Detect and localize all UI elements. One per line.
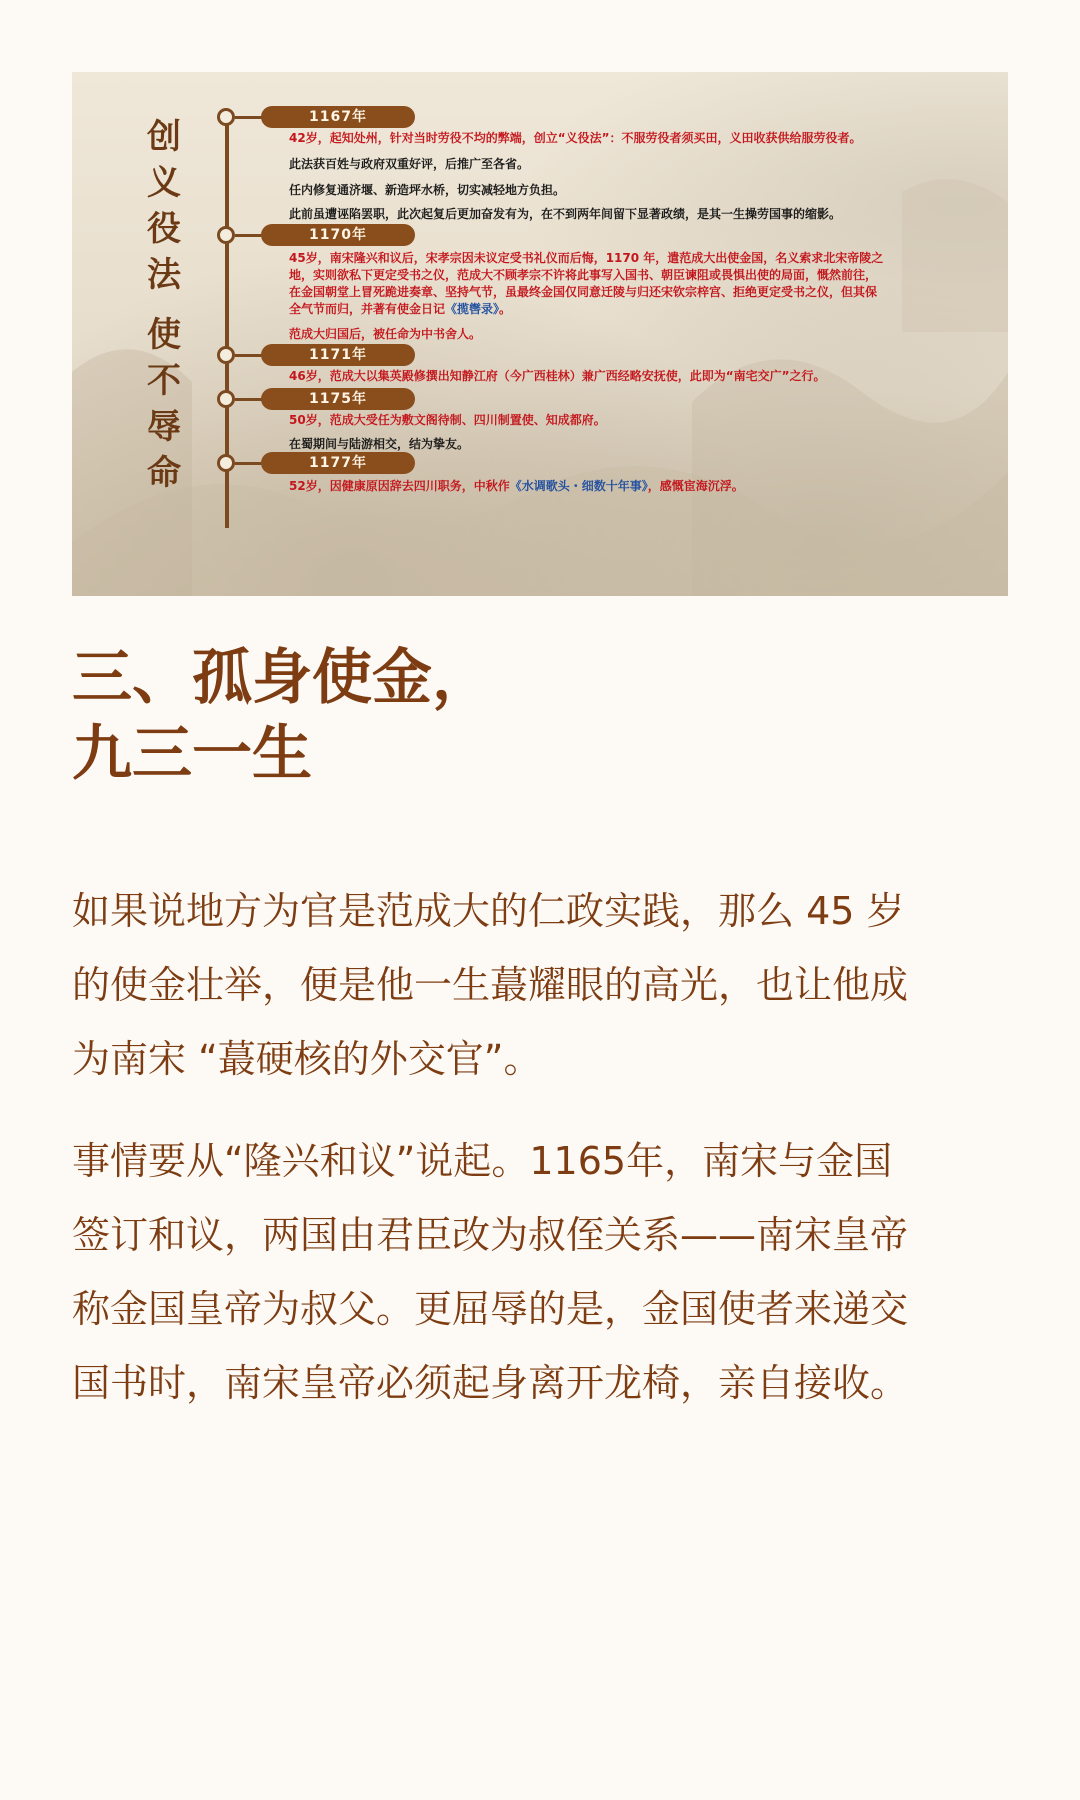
paragraph-line: 如果说地方为官是范成大的仁政实践，那么 45 岁 xyxy=(72,889,905,933)
timeline-node xyxy=(217,346,235,364)
paragraph-2 xyxy=(72,1124,1012,1420)
timeline-text xyxy=(289,301,989,318)
side-title-char: 创 xyxy=(147,117,181,157)
timeline-text: 范成大归国后，被任命为中书舍人。 xyxy=(289,327,482,341)
timeline-node xyxy=(217,226,235,244)
timeline-text: 此法获百姓与政府双重好评，后推广至各省。 xyxy=(289,157,530,171)
paragraph-line: 的使金壮举，便是他一生蕞耀眼的高光，也让他成 xyxy=(72,963,909,1007)
paragraph-line: 称金国皇帝为叔父。更屈辱的是，金国使者来递交 xyxy=(72,1287,909,1331)
timeline-connector xyxy=(235,398,263,401)
timeline-text: 42岁，起知处州，针对当时劳役不均的弊端，创立“义役法”：不服劳役者须买田，义田收获供给服劳役者。 xyxy=(289,131,862,145)
paragraph-line: 国书时，南宋皇帝必须起身离开龙椅，亲自接收。 xyxy=(72,1361,909,1405)
timeline-text-main: 全气节而归，并著有使金日记 xyxy=(289,302,446,316)
side-title-char: 辱 xyxy=(147,407,181,447)
timeline-text: 在蜀期间与陆游相交，结为挚友。 xyxy=(289,437,470,451)
year-pill-1175: 1175年 xyxy=(261,388,415,410)
timeline-text: 地，实则欲私下更定受书之仪，范成大不顾孝宗不许将此事写入国书、朝臣谏阻或畏惧出使的局面，慨然前往， xyxy=(289,268,878,282)
timeline-node xyxy=(217,454,235,472)
side-title-char: 义 xyxy=(147,163,181,203)
side-title-yiyifa xyxy=(142,114,186,298)
timeline-text: 45岁，南宋隆兴和议后，宋孝宗因未议定受书礼仪而后悔，1170 年，遣范成大出使金国，名义索求北宋帝陵之 xyxy=(289,251,884,265)
book-title-lanpeilu: 《揽辔录》 xyxy=(445,302,500,316)
timeline-node xyxy=(217,390,235,408)
timeline-text: 46岁，范成大以集英殿修撰出知静江府（今广西桂林）兼广西经略安抚使，此即为“南宅交广”之行。 xyxy=(289,369,826,383)
heading-line: 三、孤身使金， xyxy=(72,643,492,713)
heading-line: 九三一生 xyxy=(72,719,312,789)
timeline-text: 此前虽遭诬陷罢职，此次起复后更加奋发有为，在不到两年间留下显著政绩，是其一生操劳国事的缩影。 xyxy=(289,207,842,221)
timeline-connector xyxy=(235,116,263,119)
side-title-char: 役 xyxy=(147,209,181,249)
side-title-char: 不 xyxy=(147,361,181,401)
year-pill-1171: 1171年 xyxy=(261,344,415,366)
timeline-text: 任内修复通济堰、新造坪水桥，切实减轻地方负担。 xyxy=(289,183,566,197)
timeline-connector xyxy=(235,234,263,237)
timeline-connector xyxy=(235,462,263,465)
paragraph-1 xyxy=(72,874,1012,1096)
timeline-text xyxy=(289,478,989,495)
paragraph-line: 事情要从“隆兴和议”说起。1165年，南宋与金国 xyxy=(72,1139,893,1183)
year-pill-1177: 1177年 xyxy=(261,452,415,474)
timeline-text: 50岁，范成大受任为敷文阁待制、四川制置使、知成都府。 xyxy=(289,413,606,427)
timeline-text-main: 52岁，因健康原因辞去四川职务，中秋作 xyxy=(289,479,510,493)
section-heading xyxy=(72,640,1012,792)
side-title-char: 使 xyxy=(147,315,181,355)
timeline-text-tail: ，感慨宦海沉浮。 xyxy=(647,479,744,493)
side-title-char: 法 xyxy=(147,255,181,295)
side-title-char: 命 xyxy=(147,453,181,493)
side-title-shibururming xyxy=(142,312,186,496)
timeline-node xyxy=(217,108,235,126)
year-pill-1170: 1170年 xyxy=(261,224,415,246)
paragraph-line: 签订和议，两国由君臣改为叔侄关系——南宋皇帝 xyxy=(72,1213,909,1257)
timeline-figure xyxy=(72,72,1008,596)
timeline-connector xyxy=(235,354,263,357)
timeline-text: 在金国朝堂上冒死跪进奏章、坚持气节，虽最终金国仅同意迁陵与归还宋钦宗梓宫、拒绝更定受书之仪，但其保 xyxy=(289,285,878,299)
poem-title-shuidiaogetou: 《水调歌头・细数十年事》 xyxy=(509,479,648,493)
timeline-text-tail: 。 xyxy=(499,302,512,316)
year-pill-1167: 1167年 xyxy=(261,106,415,128)
paragraph-line: 为南宋 “蕞硬核的外交官”。 xyxy=(72,1037,542,1081)
